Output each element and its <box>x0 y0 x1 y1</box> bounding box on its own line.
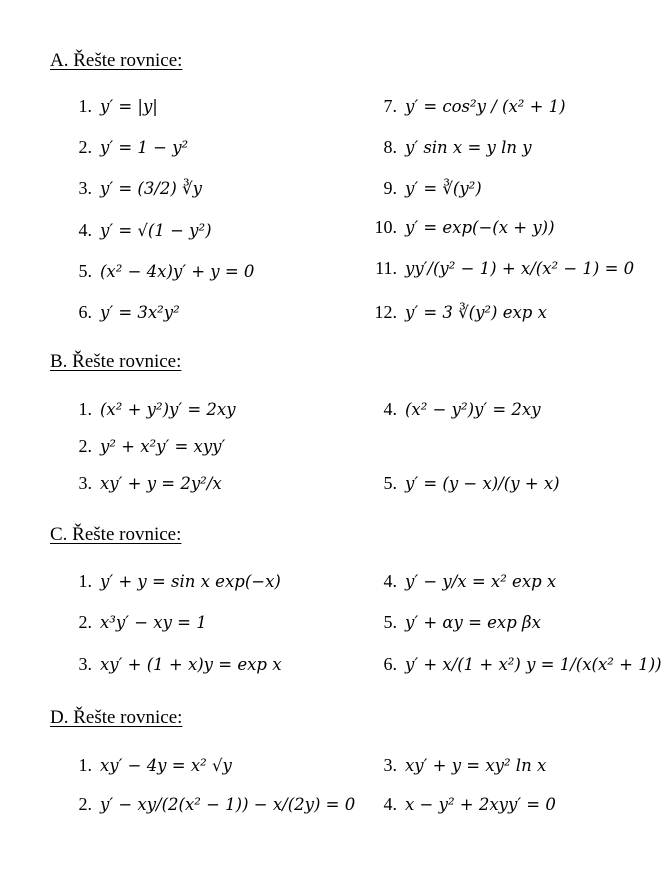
item-number: 12. <box>374 301 397 322</box>
equation: (x² + y²)y′ = 2xy <box>100 399 236 419</box>
item-number: 4. <box>383 570 397 591</box>
section-heading: D. Řešte rovnice: <box>50 707 183 728</box>
item-number: 11. <box>375 257 397 278</box>
item-number: 5. <box>383 472 397 493</box>
equation: y′ − y/x = x² exp x <box>405 571 557 591</box>
equation: x − y² + 2xyy′ = 0 <box>405 794 556 814</box>
list-item <box>355 566 556 596</box>
item-number: 2. <box>78 611 92 632</box>
equation: y′ = cos²y / (x² + 1) <box>405 96 566 116</box>
equation: y² + x²y′ = xyy′ <box>100 436 226 456</box>
equation: y′ = 1 − y² <box>100 137 189 157</box>
list-item <box>355 91 566 121</box>
section-b <box>50 351 590 511</box>
equation: (x² − y²)y′ = 2xy <box>405 399 541 419</box>
section-d <box>50 707 590 832</box>
list-item <box>355 297 547 327</box>
list-item <box>50 607 207 637</box>
item-number: 3. <box>78 653 92 674</box>
item-number: 2. <box>78 793 92 814</box>
equation: xy′ + (1 + x)y = exp x <box>100 654 282 674</box>
list-item <box>50 91 158 121</box>
list-item <box>355 132 532 162</box>
equation: y′ = exp(−(x + y)) <box>405 217 555 237</box>
equation: xy′ + y = xy² ln x <box>405 755 547 775</box>
item-number: 8. <box>383 136 397 157</box>
list-item <box>50 431 225 461</box>
section-c <box>50 524 662 689</box>
equation: y′ = 3x²y² <box>100 302 180 322</box>
list-item <box>50 256 254 286</box>
item-number: 1. <box>78 754 92 775</box>
section-heading: B. Řešte rovnice: <box>50 351 182 372</box>
list-item <box>355 394 541 424</box>
equation: xy′ + y = 2y²/x <box>100 473 222 493</box>
list-item <box>355 649 662 679</box>
list-item <box>355 607 541 637</box>
list-item <box>50 132 188 162</box>
item-number: 1. <box>78 398 92 419</box>
section-a <box>50 50 635 340</box>
item-number: 3. <box>78 472 92 493</box>
item-number: 2. <box>78 435 92 456</box>
item-number: 1. <box>78 570 92 591</box>
section-heading: C. Řešte rovnice: <box>50 524 182 545</box>
equation: y′ − xy/(2(x² − 1)) − x/(2y) = 0 <box>100 794 356 814</box>
equation: (x² − 4x)y′ + y = 0 <box>100 261 255 281</box>
list-item <box>50 566 281 596</box>
list-item <box>355 750 546 780</box>
list-item <box>355 212 555 242</box>
item-number: 3. <box>78 177 92 198</box>
equation: yy′/(y² − 1) + x/(x² − 1) = 0 <box>405 258 635 278</box>
item-number: 5. <box>78 260 92 281</box>
equation: x³y′ − xy = 1 <box>100 612 207 632</box>
equation: y′ = (y − x)/(y + x) <box>405 473 560 493</box>
list-item <box>50 215 212 245</box>
list-item <box>355 789 556 819</box>
equation: y′ + x/(1 + x²) y = 1/(x(x² + 1)) <box>405 654 662 674</box>
item-number: 7. <box>383 95 397 116</box>
list-item <box>50 468 222 498</box>
list-item <box>50 394 236 424</box>
item-number: 3. <box>383 754 397 775</box>
list-item <box>355 468 560 498</box>
equation: y′ = 3 ∛(y²) exp x <box>405 302 547 322</box>
list-item <box>50 649 282 679</box>
list-item <box>50 750 232 780</box>
list-item <box>50 789 355 819</box>
list-item <box>50 297 180 327</box>
item-number: 4. <box>383 398 397 419</box>
equation: y′ + αy = exp βx <box>405 612 541 632</box>
equation: y′ = √(1 − y²) <box>100 220 212 240</box>
list-item <box>355 253 634 283</box>
item-number: 6. <box>383 653 397 674</box>
equation: y′ = |y| <box>100 96 158 116</box>
equation: y′ + y = sin x exp(−x) <box>100 571 281 591</box>
item-number: 4. <box>78 219 92 240</box>
equation: xy′ − 4y = x² √y <box>100 755 232 775</box>
item-number: 9. <box>383 177 397 198</box>
list-item <box>50 173 202 203</box>
item-number: 6. <box>78 301 92 322</box>
section-heading: A. Řešte rovnice: <box>50 50 183 71</box>
item-number: 4. <box>383 793 397 814</box>
item-number: 1. <box>78 95 92 116</box>
item-number: 5. <box>383 611 397 632</box>
list-item <box>355 173 482 203</box>
item-number: 2. <box>78 136 92 157</box>
equation: y′ sin x = y ln y <box>405 137 532 157</box>
equation: y′ = (3/2) ∛y <box>100 178 202 198</box>
equation: y′ = ∛(y²) <box>405 178 482 198</box>
item-number: 10. <box>374 216 397 237</box>
